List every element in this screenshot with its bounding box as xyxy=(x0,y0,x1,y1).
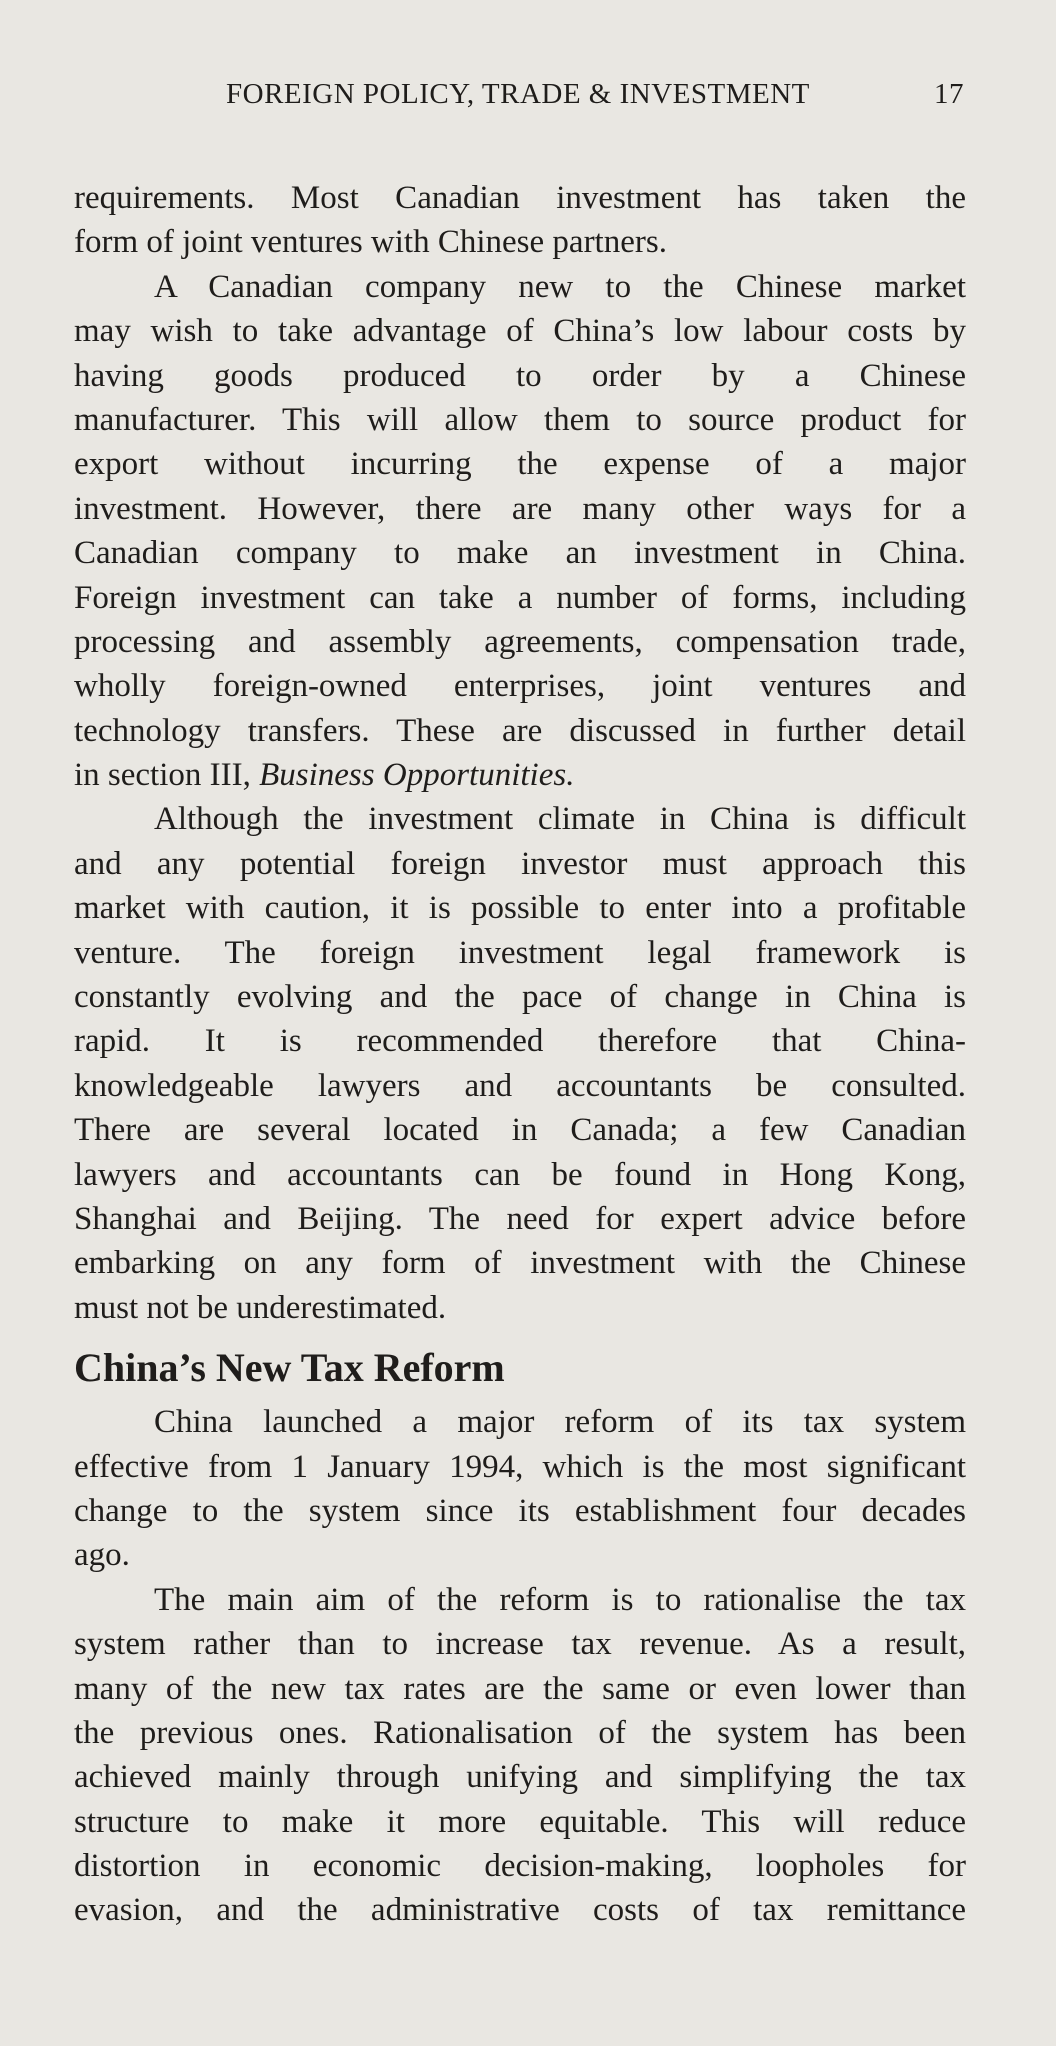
text-line: knowledgeable lawyers and accountants be consulted. xyxy=(74,1067,966,1104)
text-line: constantly evolving and the pace of change in China is xyxy=(74,979,966,1016)
text-line: rapid. It is recommended therefore that China- xyxy=(74,1023,966,1060)
text-line: venture. The foreign investment legal framework is xyxy=(74,934,966,971)
text-line: There are several located in Canada; a few Canadian xyxy=(74,1112,966,1149)
text-line: Although the investment climate in China is difficult xyxy=(154,801,966,838)
text-line: embarking on any form of investment with the Chinese xyxy=(74,1245,966,1282)
text-line: China launched a major reform of its tax system xyxy=(154,1404,966,1441)
text-line: achieved mainly through unifying and simplifying the tax xyxy=(74,1759,966,1796)
text-line: processing and assembly agreements, compensation trade, xyxy=(74,623,966,660)
text-fragment: in section III, xyxy=(74,757,260,794)
text-line: structure to make it more equitable. This will reduce xyxy=(74,1803,966,1840)
text-line: market with caution, it is possible to enter into a profitable xyxy=(74,890,966,927)
text-line: ago. xyxy=(74,1537,130,1574)
text-line: having goods produced to order by a Chinese xyxy=(74,357,966,394)
text-line: and any potential foreign investor must approach this xyxy=(74,845,966,882)
paragraph xyxy=(74,1578,966,1933)
text-line: wholly foreign-owned enterprises, joint ventures and xyxy=(74,668,966,705)
text-line: must not be underestimated. xyxy=(74,1289,447,1326)
text-line: may wish to take advantage of China’s low labour costs by xyxy=(74,313,966,350)
text-line: manufacturer. This will allow them to source product for xyxy=(74,401,966,438)
running-head xyxy=(226,78,966,111)
text-line: change to the system since its establishment four decades xyxy=(74,1492,966,1529)
body-text xyxy=(74,176,966,1933)
paragraph xyxy=(74,176,966,265)
text-line: Shanghai and Beijing. The need for expert advice before xyxy=(74,1200,966,1237)
text-line: effective from 1 January 1994, which is the most significant xyxy=(74,1448,966,1485)
text-line: Foreign investment can take a number of forms, including xyxy=(74,579,966,616)
text-line: export without incurring the expense of a major xyxy=(74,446,966,483)
text-line: form of joint ventures with Chinese partners. xyxy=(74,224,667,261)
text-line: technology transfers. These are discussed in further detail xyxy=(74,712,966,749)
text-line: distortion in economic decision-making, loopholes for xyxy=(74,1848,966,1885)
text-line: lawyers and accountants can be found in Hong Kong, xyxy=(74,1156,966,1193)
text-line: the previous ones. Rationalisation of the system has been xyxy=(74,1714,966,1751)
running-title: FOREIGN POLICY, TRADE & INVESTMENT xyxy=(226,78,810,110)
text-line: investment. However, there are many other ways for a xyxy=(74,490,966,527)
paragraph xyxy=(74,797,966,1330)
text-line xyxy=(74,753,966,797)
text-line: many of the new tax rates are the same or even lower than xyxy=(74,1670,966,1707)
section-heading: China’s New Tax Reform xyxy=(74,1345,505,1391)
page-number: 17 xyxy=(934,78,964,110)
text-line: requirements. Most Canadian investment has taken the xyxy=(74,180,966,216)
paragraph xyxy=(74,1400,966,1578)
text-line: Canadian company to make an investment in China. xyxy=(74,535,966,572)
text-line: A Canadian company new to the Chinese market xyxy=(154,268,966,305)
paragraph xyxy=(74,265,966,798)
text-line: evasion, and the administrative costs of tax remittance xyxy=(74,1892,966,1929)
section-reference: Business Opportunities. xyxy=(259,757,575,794)
text-line: The main aim of the reform is to rationalise the tax xyxy=(154,1581,966,1618)
text-line: system rather than to increase tax revenue. As a result, xyxy=(74,1626,966,1663)
